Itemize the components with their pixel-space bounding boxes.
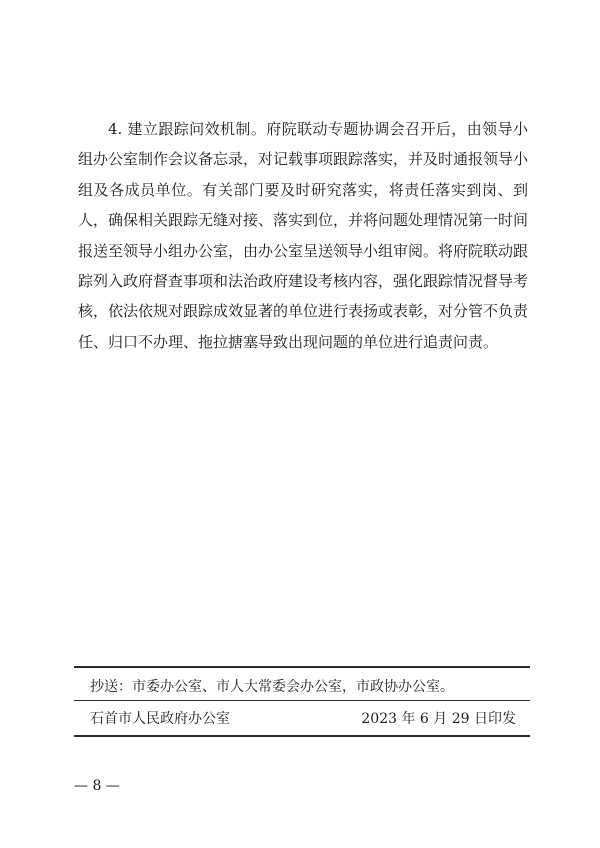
issuer: 石首市人民政府办公室 [90,711,230,727]
body-paragraph [78,114,528,357]
paragraph-lead: 4. 建立跟踪问效机制。 [108,120,267,138]
footer-top-rule [74,666,530,668]
issuer-row [90,708,516,728]
footer-bottom-rule [74,735,530,737]
page-number: — 8 — [74,778,120,794]
footer-middle-rule [74,700,530,701]
issue-date: 2023 年 6 月 29 日印发 [361,711,516,727]
cc-line: 抄送：市委办公室、市人大常委会办公室，市政协办公室。 [90,679,454,695]
paragraph-text: 府院联动专题协调会召开后，由领导小组办公室制作会议备忘录，对记载事项跟踪落实，并及时通报领导小组及各成员单位。有关部门要及时研究落实，将责任落实到岗、到人，确保相关跟踪无缝对接、落实到位，并将问题处理情况第一时间报送至领导小组办公室，由办公室呈送领导小组审阅。将府院联动跟踪列入政府督查事项和法治政府建设考核内容，强化跟踪情况督导考核，依法依规对跟踪成效显著的单位进行表扬或表彰，对分管不负责任、归口不办理、拖拉搪塞导致出现问题的单位进行追责问责。 [78,120,529,351]
